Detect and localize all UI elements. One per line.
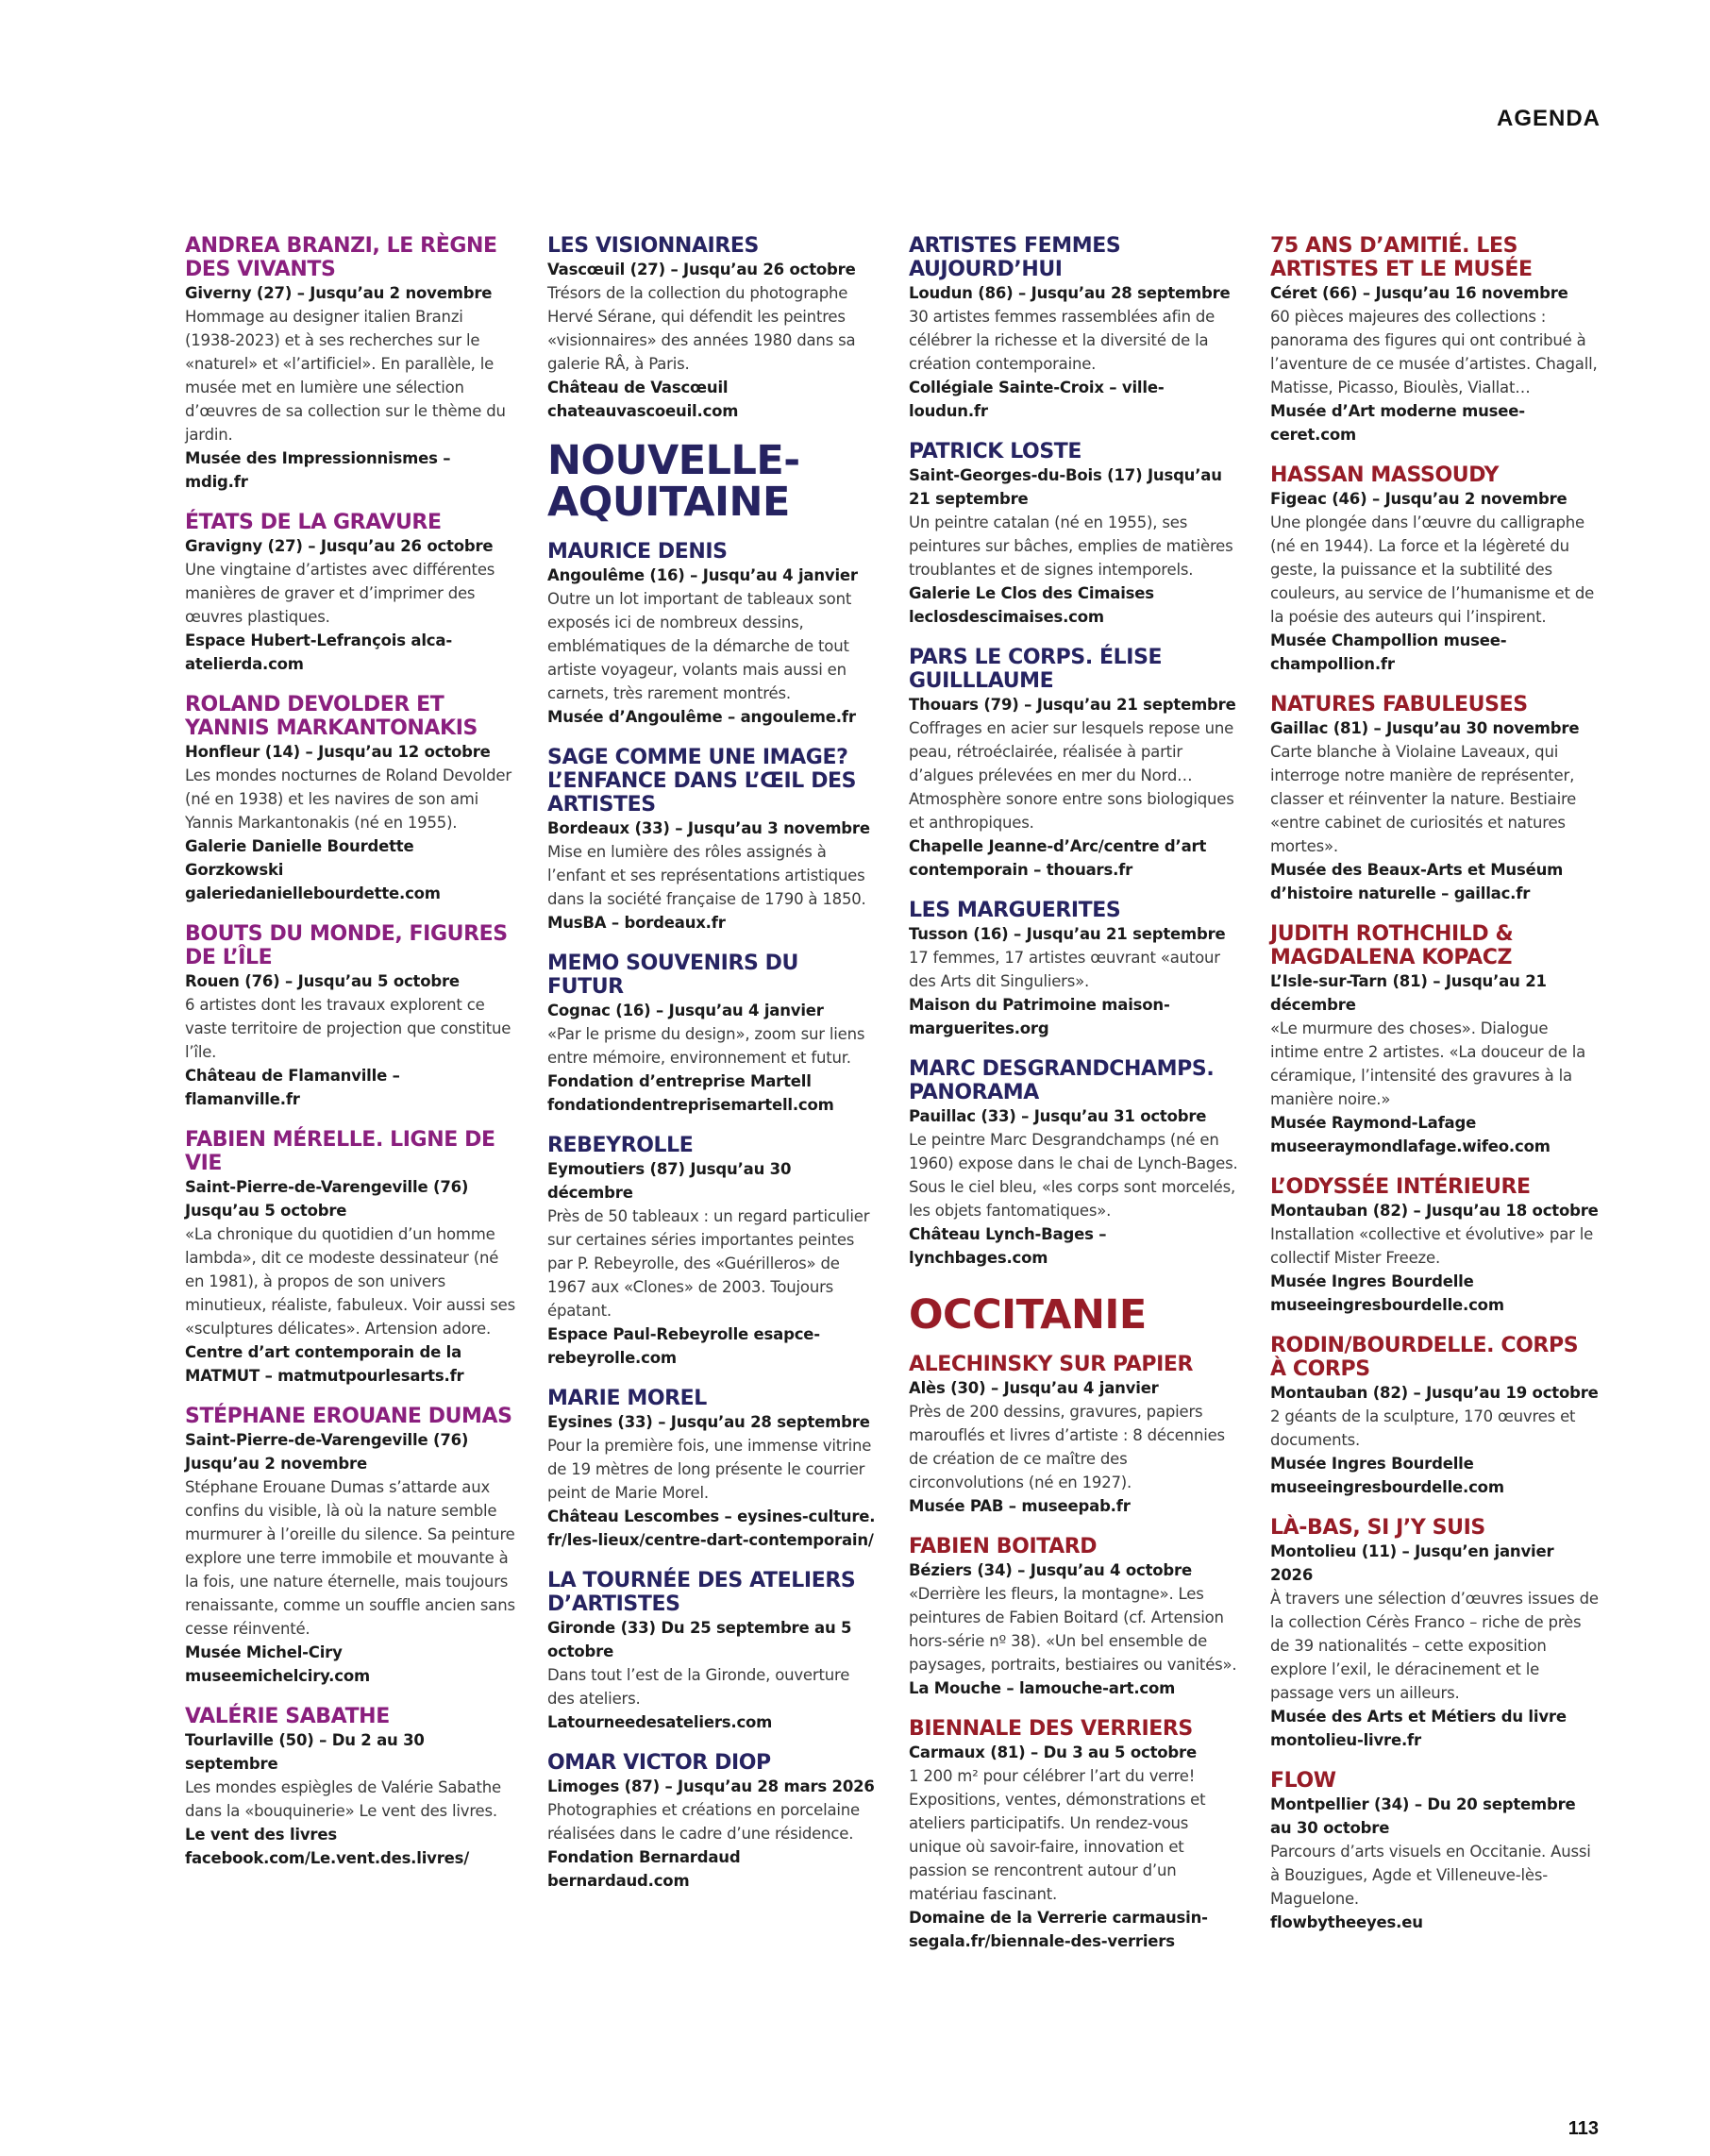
entry-description: «Par le prisme du design», zoom sur liens entre mémoire, environnement et futur. bbox=[547, 1025, 865, 1067]
entry-description: Hommage au designer italien Branzi (1938-2023) et à ses recherches sur le «naturel» et «l’artificiel». En parallèle, le musée met en lumière une sélection d’œuvres de sa collection sur le thème du jardin. bbox=[185, 308, 506, 444]
agenda-entry bbox=[909, 1057, 1239, 1270]
column-1 bbox=[185, 234, 515, 1887]
agenda-entry bbox=[909, 646, 1239, 882]
entry-description: 17 femmes, 17 artistes œuvrant «autour des Arts dit Singuliers». bbox=[909, 949, 1220, 990]
entry-title: LA TOURNÉE DES ATELIERS D’ARTISTES bbox=[547, 1569, 856, 1616]
entry-venue: Château Lescombes – eysines-culture. fr/les-lieux/centre-dart-contemporain/ bbox=[547, 1508, 876, 1549]
entry-place-date: Vascœuil (27) – Jusqu’au 26 octobre bbox=[547, 261, 856, 278]
entry-venue: Fondation d’entreprise Martell fondationdentreprisemartell.com bbox=[547, 1072, 834, 1114]
entry-venue: Galerie Danielle Bourdette Gorzkowski galeriedaniellebourdette.com bbox=[185, 837, 441, 902]
entry-place-date: L’Isle-sur-Tarn (81) – Jusqu’au 21 décembre bbox=[1270, 972, 1547, 1014]
entry-description: Les mondes espiègles de Valérie Sabathe dans la «bouquinerie» Le vent des livres. bbox=[185, 1778, 501, 1820]
entry-title: MAURICE DENIS bbox=[547, 540, 728, 564]
entry-venue: Musée Ingres Bourdelle museeingresbourdelle.com bbox=[1270, 1455, 1504, 1496]
entry-place-date: Eymoutiers (87) Jusqu’au 30 décembre bbox=[547, 1160, 792, 1202]
entry-description: «La chronique du quotidien d’un homme lambda», dit ce modeste dessinateur (né en 1981), à propos de son univers minutieux, réaliste, fabuleux. Voir aussi ses «sculptures délicates». Artension adore. bbox=[185, 1225, 515, 1338]
agenda-entry bbox=[909, 440, 1239, 629]
entry-place-date: Montauban (82) – Jusqu’au 19 octobre bbox=[1270, 1384, 1599, 1402]
agenda-entry bbox=[185, 511, 515, 676]
entry-venue: Collégiale Sainte-Croix – ville-loudun.fr bbox=[909, 379, 1165, 420]
entry-place-date: Tourlaville (50) – Du 2 au 30 septembre bbox=[185, 1731, 425, 1773]
entry-venue: Château Lynch-Bages – lynchbages.com bbox=[909, 1225, 1107, 1267]
entry-description: Outre un lot important de tableaux sont exposés ici de nombreux dessins, emblématiques de la démarche de tout artiste voyageur, volants mais aussi en carnets, très rarement montrés. bbox=[547, 590, 852, 702]
entry-place-date: Loudun (86) – Jusqu’au 28 septembre bbox=[909, 284, 1231, 302]
entry-description: «Le murmure des choses». Dialogue intime entre 2 artistes. «La douceur de la céramique, l’intensité des gravures à la manière noire.» bbox=[1270, 1019, 1585, 1108]
entry-venue: Musée Raymond-Lafage museeraymondlafage.wifeo.com bbox=[1270, 1114, 1551, 1155]
region-title-nouvelle-aquitaine: NOUVELLE-AQUITAINE bbox=[547, 437, 800, 526]
entry-title: BIENNALE DES VERRIERS bbox=[909, 1717, 1193, 1741]
agenda-entry bbox=[1270, 1334, 1601, 1499]
page-number: 113 bbox=[1568, 2118, 1599, 2139]
entry-place-date: Giverny (27) – Jusqu’au 2 novembre bbox=[185, 284, 493, 302]
entry-title: ÉTATS DE LA GRAVURE bbox=[185, 511, 442, 534]
entry-place-date: Carmaux (81) – Du 3 au 5 octobre bbox=[909, 1743, 1197, 1761]
entry-venue: Espace Paul-Rebeyrolle esapce-rebeyrolle.com bbox=[547, 1325, 820, 1367]
entry-place-date: Limoges (87) – Jusqu’au 28 mars 2026 bbox=[547, 1777, 875, 1795]
entry-description: Parcours d’arts visuels en Occitanie. Aussi à Bouzigues, Agde et Villeneuve-lès-Maguelone. bbox=[1270, 1843, 1591, 1908]
agenda-entry bbox=[909, 899, 1239, 1040]
entry-description: À travers une sélection d’œuvres issues de la collection Cérès Franco – riche de près de 39 nationalités – cette exposition explore l’exil, le déracinement et le passage vers un ailleurs. bbox=[1270, 1590, 1599, 1702]
agenda-entry bbox=[547, 540, 878, 729]
agenda-entry bbox=[1270, 1516, 1601, 1752]
entry-place-date: Céret (66) – Jusqu’au 16 novembre bbox=[1270, 284, 1568, 302]
agenda-entry bbox=[547, 1387, 878, 1552]
entry-description: 2 géants de la sculpture, 170 œuvres et documents. bbox=[1270, 1407, 1576, 1449]
entry-venue: Centre d’art contemporain de la MATMUT – matmutpourlesarts.fr bbox=[185, 1343, 464, 1385]
entry-description: Trésors de la collection du photographe Hervé Sérane, qui défendit les peintres «visionnaires» des années 1980 dans sa galerie RÂ, à Paris. bbox=[547, 284, 856, 373]
agenda-entry bbox=[185, 922, 515, 1111]
agenda-entry bbox=[1270, 1769, 1601, 1934]
entry-venue: Musée Ingres Bourdelle museeingresbourdelle.com bbox=[1270, 1272, 1504, 1314]
entry-place-date: Eysines (33) – Jusqu’au 28 septembre bbox=[547, 1413, 870, 1431]
entry-title: L’ODYSSÉE INTÉRIEURE bbox=[1270, 1175, 1531, 1199]
agenda-entry bbox=[185, 234, 515, 494]
entry-place-date: Béziers (34) – Jusqu’au 4 octobre bbox=[909, 1561, 1192, 1579]
entry-description: Près de 200 dessins, gravures, papiers marouflés et livres d’artiste : 8 décennies de création de ce maître des circonvolutions (né en 1927). bbox=[909, 1403, 1225, 1491]
agenda-entry bbox=[185, 1128, 515, 1388]
entry-venue: Musée PAB – museepab.fr bbox=[909, 1497, 1131, 1515]
entry-description: Carte blanche à Violaine Laveaux, qui interroge notre manière de représenter, classer et réinventer la nature. Bestiaire «entre cabinet de curiosités et natures mortes». bbox=[1270, 743, 1577, 855]
entry-description: Installation «collective et évolutive» par le collectif Mister Freeze. bbox=[1270, 1225, 1594, 1267]
entry-description: 1 200 m² pour célébrer l’art du verre! Expositions, ventes, démonstrations et ateliers participatifs. Un rendez-vous unique où savoir-faire, innovation et passion se rencontrent autour d’un matériau fascinant. bbox=[909, 1767, 1206, 1903]
agenda-entry bbox=[547, 1569, 878, 1734]
entry-title: SAGE COMME UNE IMAGE? L’ENFANCE DANS L’ŒIL DES ARTISTES bbox=[547, 746, 857, 817]
column-4 bbox=[1270, 234, 1601, 1951]
entry-venue: Espace Hubert-Lefrançois alca-atelierda.com bbox=[185, 632, 452, 673]
entry-place-date: Bordeaux (33) – Jusqu’au 3 novembre bbox=[547, 819, 870, 837]
entry-description: 6 artistes dont les travaux explorent ce vaste territoire de projection que constitue l’île. bbox=[185, 996, 511, 1061]
entry-title: RODIN/BOURDELLE. CORPS À CORPS bbox=[1270, 1334, 1579, 1381]
entry-title: LES MARGUERITES bbox=[909, 899, 1121, 922]
agenda-entry bbox=[1270, 234, 1601, 446]
agenda-entry bbox=[547, 1134, 878, 1370]
entry-description: Une plongée dans l’œuvre du calligraphe (né en 1944). La force et la légèreté du geste, la puissance et la subtilité des couleurs, au service de l’humanisme et de la poésie des auteurs qui l’inspirent. bbox=[1270, 514, 1595, 626]
entry-venue: Musée des Beaux-Arts et Muséum d’histoire naturelle – gaillac.fr bbox=[1270, 861, 1564, 902]
entry-description: Près de 50 tableaux : un regard particulier sur certaines séries importantes peintes par P. Rebeyrolle, des «Guérilleros» de 1967 aux «Clones» de 2003. Toujours épatant. bbox=[547, 1207, 870, 1320]
entry-venue: Musée Champollion musee-champollion.fr bbox=[1270, 632, 1507, 673]
entry-place-date: Saint-Pierre-de-Varengeville (76) Jusqu’au 5 octobre bbox=[185, 1178, 469, 1220]
entry-place-date: Angoulême (16) – Jusqu’au 4 janvier bbox=[547, 566, 858, 584]
entry-description: Mise en lumière des rôles assignés à l’enfant et ses représentations artistiques dans la société française de 1790 à 1850. bbox=[547, 843, 866, 908]
entry-venue: MusBA – bordeaux.fr bbox=[547, 914, 726, 932]
agenda-entry bbox=[547, 1751, 878, 1893]
column-3 bbox=[909, 234, 1239, 1970]
entry-title: BOUTS DU MONDE, FIGURES DE L’ÎLE bbox=[185, 922, 508, 969]
agenda-entry bbox=[909, 1353, 1239, 1518]
entry-venue: Musée des Impressionnismes – mdig.fr bbox=[185, 449, 451, 491]
entry-venue: Maison du Patrimoine maison-marguerites.org bbox=[909, 996, 1170, 1037]
entry-title: PATRICK LOSTE bbox=[909, 440, 1082, 463]
agenda-entry bbox=[185, 1405, 515, 1688]
agenda-entry bbox=[1270, 922, 1601, 1158]
agenda-entry bbox=[185, 1705, 515, 1870]
entry-venue: Musée d’Angoulême – angouleme.fr bbox=[547, 708, 856, 726]
entry-title: 75 ANS D’AMITIÉ. LES ARTISTES ET LE MUSÉE bbox=[1270, 234, 1533, 281]
entry-venue: Le vent des livres facebook.com/Le.vent.des.livres/ bbox=[185, 1826, 470, 1867]
entry-title: HASSAN MASSOUDY bbox=[1270, 463, 1500, 487]
entry-place-date: Pauillac (33) – Jusqu’au 31 octobre bbox=[909, 1107, 1207, 1125]
agenda-entry bbox=[547, 746, 878, 935]
entry-title: ROLAND DEVOLDER ET YANNIS MARKANTONAKIS bbox=[185, 693, 478, 740]
entry-title: LES VISIONNAIRES bbox=[547, 234, 759, 258]
entry-place-date: Gravigny (27) – Jusqu’au 26 octobre bbox=[185, 537, 494, 555]
entry-title: REBEYROLLE bbox=[547, 1134, 694, 1157]
agenda-entry bbox=[1270, 1175, 1601, 1317]
entry-description: 60 pièces majeures des collections : panorama des figures qui ont contribué à l’aventure de ce musée d’artistes. Chagall, Matisse, Picasso, Bioulès, Viallat… bbox=[1270, 308, 1598, 396]
entry-place-date: Honfleur (14) – Jusqu’au 12 octobre bbox=[185, 743, 491, 761]
entry-title: MEMO SOUVENIRS DU FUTUR bbox=[547, 952, 799, 999]
entry-place-date: Thouars (79) – Jusqu’au 21 septembre bbox=[909, 696, 1236, 714]
entry-title: ARTISTES FEMMES AUJOURD’HUI bbox=[909, 234, 1121, 281]
entry-description: Le peintre Marc Desgrandchamps (né en 1960) expose dans le chai de Lynch-Bages. Sous le ciel bleu, «les corps sont morcelés, les objets fantomatiques». bbox=[909, 1131, 1238, 1220]
entry-title: MARC DESGRANDCHAMPS. PANORAMA bbox=[909, 1057, 1215, 1104]
entry-venue: Domaine de la Verrerie carmausin-segala.fr/biennale-des-verriers bbox=[909, 1909, 1208, 1950]
entry-place-date: Montpellier (34) – Du 20 septembre au 30 octobre bbox=[1270, 1795, 1576, 1837]
entry-title: FLOW bbox=[1270, 1769, 1336, 1793]
entry-title: ALECHINSKY SUR PAPIER bbox=[909, 1353, 1194, 1376]
entry-place-date: Cognac (16) – Jusqu’au 4 janvier bbox=[547, 1002, 824, 1019]
entry-description: Un peintre catalan (né en 1955), ses peintures sur bâches, emplies de matières troublantes et de signes intemporels. bbox=[909, 514, 1233, 579]
entry-title: VALÉRIE SABATHE bbox=[185, 1705, 390, 1728]
region-title-occitanie: OCCITANIE bbox=[909, 1291, 1147, 1339]
entry-title: LÀ-BAS, SI J’Y SUIS bbox=[1270, 1516, 1485, 1540]
entry-venue: Fondation Bernardaud bernardaud.com bbox=[547, 1848, 741, 1890]
entry-place-date: Rouen (76) – Jusqu’au 5 octobre bbox=[185, 972, 460, 990]
entry-title: OMAR VICTOR DIOP bbox=[547, 1751, 771, 1775]
agenda-entry bbox=[547, 234, 878, 423]
entry-description: Coffrages en acier sur lesquels repose une peau, rétroéclairée, réalisée à partir d’algues prélevées en mer du Nord… Atmosphère sonore entre sons biologiques et anthropiques. bbox=[909, 719, 1234, 832]
entry-description: Dans tout l’est de la Gironde, ouverture des ateliers. bbox=[547, 1666, 850, 1708]
agenda-entry bbox=[909, 1717, 1239, 1953]
entry-place-date: Saint-Pierre-de-Varengeville (76) Jusqu’au 2 novembre bbox=[185, 1431, 469, 1473]
entry-place-date: Tusson (16) – Jusqu’au 21 septembre bbox=[909, 925, 1226, 943]
entry-title: FABIEN BOITARD bbox=[909, 1535, 1098, 1558]
entry-venue: Musée des Arts et Métiers du livre montolieu-livre.fr bbox=[1270, 1708, 1567, 1749]
entry-description: Les mondes nocturnes de Roland Devolder (né en 1938) et les navires de son ami Yannis Markantonakis (né en 1955). bbox=[185, 766, 511, 832]
entry-title: STÉPHANE EROUANE DUMAS bbox=[185, 1405, 512, 1428]
agenda-entry bbox=[909, 234, 1239, 423]
entry-description: Pour la première fois, une immense vitrine de 19 mètres de long présente le courrier peint de Marie Morel. bbox=[547, 1437, 872, 1502]
entry-description: Stéphane Erouane Dumas s’attarde aux confins du visible, là où la nature semble murmurer à l’oreille du silence. Sa peinture explore une terre immobile et mouvante à la fois, une nature éternelle, mais toujours renaissante, comme un souffle ancien sans cesse réinventé. bbox=[185, 1478, 515, 1638]
agenda-entry bbox=[909, 1535, 1239, 1700]
entry-venue: Galerie Le Clos des Cimaises leclosdescimaises.com bbox=[909, 584, 1154, 626]
agenda-entry bbox=[185, 693, 515, 905]
entry-place-date: Gironde (33) Du 25 septembre au 5 octobre bbox=[547, 1619, 852, 1660]
agenda-entry bbox=[547, 952, 878, 1117]
entry-title: JUDITH ROTHCHILD & MAGDALENA KOPACZ bbox=[1270, 922, 1514, 969]
entry-venue: Musée d’Art moderne musee-ceret.com bbox=[1270, 402, 1525, 444]
entry-title: FABIEN MÉRELLE. LIGNE DE VIE bbox=[185, 1128, 495, 1175]
entry-title: PARS LE CORPS. ÉLISE GUILLLAUME bbox=[909, 646, 1163, 693]
entry-title: MARIE MOREL bbox=[547, 1387, 707, 1410]
entry-place-date: Alès (30) – Jusqu’au 4 janvier bbox=[909, 1379, 1159, 1397]
entry-place-date: Montauban (82) – Jusqu’au 18 octobre bbox=[1270, 1202, 1599, 1220]
entry-description: Photographies et créations en porcelaine réalisées dans le cadre d’une résidence. bbox=[547, 1801, 860, 1843]
agenda-entry bbox=[1270, 693, 1601, 905]
section-header: AGENDA bbox=[1496, 106, 1601, 131]
entry-place-date: Montolieu (11) – Jusqu’en janvier 2026 bbox=[1270, 1542, 1554, 1584]
entry-venue: Latourneedesateliers.com bbox=[547, 1713, 773, 1731]
entry-venue: Musée Michel-Ciry museemichelciry.com bbox=[185, 1643, 370, 1685]
entry-description: «Derrière les fleurs, la montagne». Les peintures de Fabien Boitard (cf. Artension hors-série nº 38). «Un bel ensemble de paysages, portraits, bestiaires ou vanités». bbox=[909, 1585, 1237, 1674]
entry-venue: Chapelle Jeanne-d’Arc/centre d’art contemporain – thouars.fr bbox=[909, 837, 1207, 879]
entry-description: Une vingtaine d’artistes avec différentes manières de graver et d’imprimer des œuvres plastiques. bbox=[185, 561, 495, 626]
entry-place-date: Gaillac (81) – Jusqu’au 30 novembre bbox=[1270, 719, 1580, 737]
entry-place-date: Saint-Georges-du-Bois (17) Jusqu’au 21 septembre bbox=[909, 466, 1222, 508]
entry-venue: flowbytheeyes.eu bbox=[1270, 1913, 1423, 1931]
column-2 bbox=[547, 234, 878, 1910]
entry-place-date: Figeac (46) – Jusqu’au 2 novembre bbox=[1270, 490, 1568, 508]
entry-venue: Château de Vascœuil chateauvascoeuil.com bbox=[547, 379, 739, 420]
entry-title: NATURES FABULEUSES bbox=[1270, 693, 1528, 716]
entry-description: 30 artistes femmes rassemblées afin de célébrer la richesse et la diversité de la création contemporaine. bbox=[909, 308, 1215, 373]
entry-venue: Château de Flamanville – flamanville.fr bbox=[185, 1067, 400, 1108]
entry-title: ANDREA BRANZI, LE RÈGNE DES VIVANTS bbox=[185, 234, 497, 281]
agenda-entry bbox=[1270, 463, 1601, 676]
entry-venue: La Mouche – lamouche-art.com bbox=[909, 1679, 1176, 1697]
